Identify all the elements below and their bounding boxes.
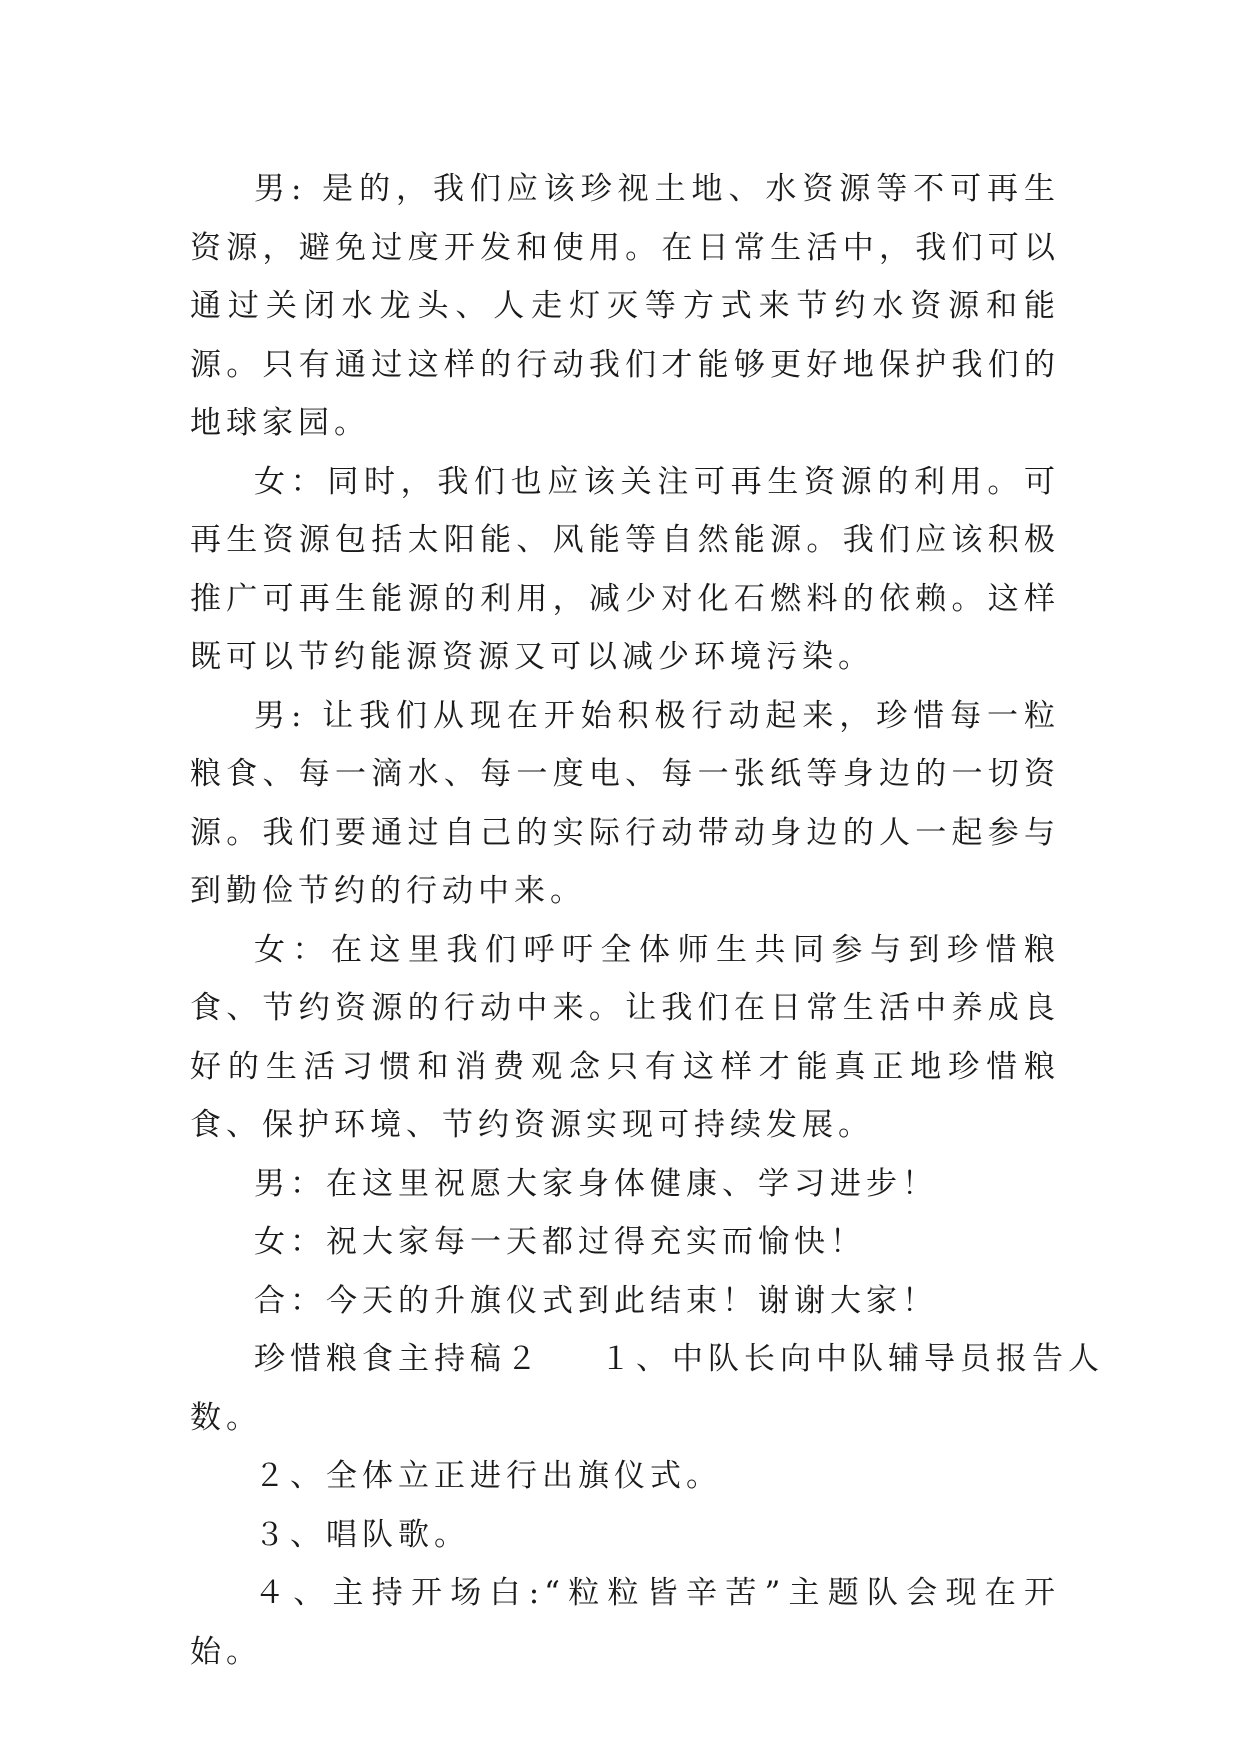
paragraph-female-2: 女：在这里我们呼吁全体师生共同参与到珍惜粮食、节约资源的行动中来。让我们在日常生活中养成良好的生活习惯和消费观念只有这样才能真正地珍惜粮食、保护环境、节约资源实现可持续发展。 <box>190 931 1060 1143</box>
section-first-item-continued: 数。 <box>190 1399 262 1436</box>
paragraph-together: 合：今天的升旗仪式到此结束！谢谢大家！ <box>254 1282 938 1319</box>
list-item: ３、唱队歌。 <box>254 1516 470 1553</box>
paragraph-female-3: 女：祝大家每一天都过得充实而愉快！ <box>254 1224 866 1260</box>
section-title: 珍惜粮食主持稿２ <box>254 1341 542 1377</box>
section-first-item: １、中队长向中队辅导员报告人 <box>600 1341 1104 1377</box>
paragraph-male-2: 男: 让我们从现在开始积极行动起来，珍惜每一粒粮食、每一滴水、每一度电、每一张纸等身边的一切资源。我们要通过自己的实际行动带动身边的人一起参与到勤俭节约的行动中来。 <box>190 697 1060 909</box>
list-item: ４、主持开场白:“粒粒皆辛苦”主题队会现在开始。 <box>190 1575 1060 1670</box>
section-heading-line <box>190 1330 1104 1389</box>
paragraph-female-1: 女：同时，我们也应该关注可再生资源的利用。可再生资源包括太阳能、风能等自然能源。我们应该积极推广可再生能源的利用，减少对化石燃料的依赖。这样既可以节约能源资源又可以减少环境污染。 <box>190 463 1060 675</box>
paragraph-male-1: 男: 是的，我们应该珍视土地、水资源等不可再生资源，避免过度开发和使用。在日常生活中，我们可以通过关闭水龙头、人走灯灭等方式来节约水资源和能源。只有通过这样的行动我们才能够更好地保护我们的地球家园。 <box>190 171 1060 441</box>
list-item: ２、全体立正进行出旗仪式。 <box>254 1458 722 1494</box>
document-body <box>190 160 1104 1681</box>
paragraph-male-3: 男：在这里祝愿大家身体健康、学习进步！ <box>254 1165 938 1202</box>
